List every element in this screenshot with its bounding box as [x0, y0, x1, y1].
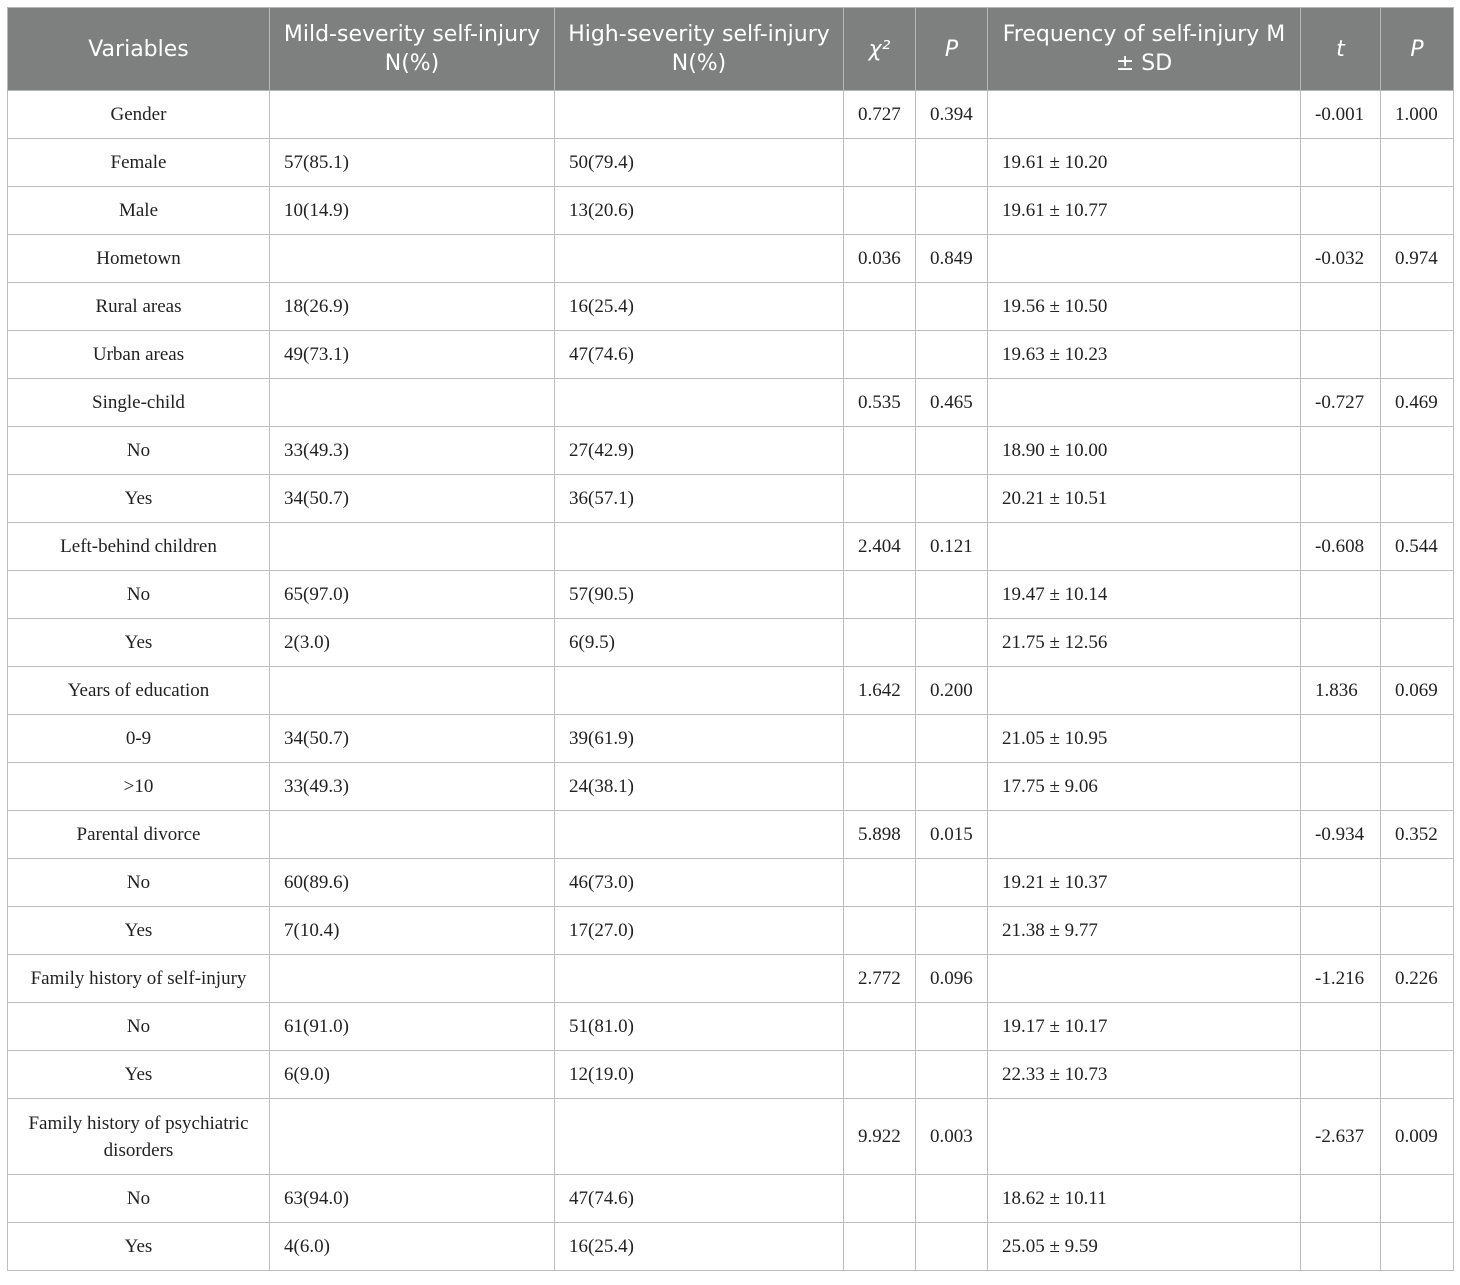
high-severity-cell: 27(42.9): [555, 427, 844, 475]
header-t: t: [1301, 8, 1381, 91]
table-row: [8, 91, 1454, 139]
t-value-cell: [1301, 1223, 1381, 1271]
chi-square-cell: [844, 427, 916, 475]
p-chi-cell: [916, 139, 988, 187]
table-container: [7, 7, 1453, 1271]
mild-severity-cell: [270, 811, 555, 859]
p-t-cell: [1381, 1223, 1454, 1271]
p-chi-cell: 0.849: [916, 235, 988, 283]
variable-cell: Yes: [8, 619, 270, 667]
p-t-cell: [1381, 475, 1454, 523]
header-p-chi: P: [916, 8, 988, 91]
p-t-cell: [1381, 331, 1454, 379]
p-chi-cell: 0.015: [916, 811, 988, 859]
data-table: [7, 7, 1454, 1271]
p-t-cell: [1381, 283, 1454, 331]
p-chi-cell: 0.200: [916, 667, 988, 715]
t-value-cell: [1301, 715, 1381, 763]
t-value-cell: -1.216: [1301, 955, 1381, 1003]
table-row: [8, 1223, 1454, 1271]
chi-square-cell: 9.922: [844, 1099, 916, 1175]
frequency-cell: 18.62 ± 10.11: [988, 1175, 1301, 1223]
variable-cell: Left-behind children: [8, 523, 270, 571]
frequency-cell: [988, 235, 1301, 283]
frequency-cell: [988, 91, 1301, 139]
p-chi-cell: [916, 331, 988, 379]
mild-severity-cell: 4(6.0): [270, 1223, 555, 1271]
high-severity-cell: 16(25.4): [555, 283, 844, 331]
high-severity-cell: 46(73.0): [555, 859, 844, 907]
p-chi-cell: 0.394: [916, 91, 988, 139]
chi-square-cell: [844, 187, 916, 235]
chi-square-cell: 1.642: [844, 667, 916, 715]
mild-severity-cell: 2(3.0): [270, 619, 555, 667]
chi-square-cell: [844, 1223, 916, 1271]
frequency-cell: 18.90 ± 10.00: [988, 427, 1301, 475]
t-value-cell: -0.934: [1301, 811, 1381, 859]
chi-square-cell: [844, 715, 916, 763]
frequency-cell: [988, 379, 1301, 427]
high-severity-cell: [555, 379, 844, 427]
table-row: [8, 715, 1454, 763]
variable-cell: Urban areas: [8, 331, 270, 379]
t-value-cell: -0.001: [1301, 91, 1381, 139]
frequency-cell: 25.05 ± 9.59: [988, 1223, 1301, 1271]
table-row: [8, 379, 1454, 427]
mild-severity-cell: 10(14.9): [270, 187, 555, 235]
p-t-cell: [1381, 1003, 1454, 1051]
t-value-cell: 1.836: [1301, 667, 1381, 715]
frequency-cell: 19.56 ± 10.50: [988, 283, 1301, 331]
high-severity-cell: [555, 1099, 844, 1175]
mild-severity-cell: 49(73.1): [270, 331, 555, 379]
p-chi-cell: [916, 763, 988, 811]
table-body: [8, 91, 1454, 1271]
header-variables: Variables: [8, 8, 270, 91]
p-t-cell: [1381, 763, 1454, 811]
variable-cell: Yes: [8, 475, 270, 523]
high-severity-cell: [555, 235, 844, 283]
p-t-cell: [1381, 859, 1454, 907]
t-value-cell: [1301, 1003, 1381, 1051]
p-chi-cell: [916, 619, 988, 667]
header-chi-square: χ²: [844, 8, 916, 91]
chi-square-cell: [844, 571, 916, 619]
p-t-cell: [1381, 619, 1454, 667]
table-row: [8, 139, 1454, 187]
mild-severity-cell: [270, 955, 555, 1003]
frequency-cell: 19.17 ± 10.17: [988, 1003, 1301, 1051]
p-chi-cell: [916, 427, 988, 475]
high-severity-cell: 17(27.0): [555, 907, 844, 955]
variable-cell: Yes: [8, 1051, 270, 1099]
chi-square-cell: [844, 1175, 916, 1223]
variable-cell: Years of education: [8, 667, 270, 715]
frequency-cell: 19.61 ± 10.77: [988, 187, 1301, 235]
t-value-cell: [1301, 907, 1381, 955]
p-t-cell: [1381, 571, 1454, 619]
mild-severity-cell: 63(94.0): [270, 1175, 555, 1223]
p-chi-cell: [916, 571, 988, 619]
t-value-cell: [1301, 619, 1381, 667]
t-value-cell: -2.637: [1301, 1099, 1381, 1175]
high-severity-cell: 39(61.9): [555, 715, 844, 763]
t-value-cell: [1301, 1175, 1381, 1223]
header-frequency: Frequency of self-injury M ± SD: [988, 8, 1301, 91]
t-value-cell: [1301, 763, 1381, 811]
t-value-cell: -0.032: [1301, 235, 1381, 283]
frequency-cell: 19.47 ± 10.14: [988, 571, 1301, 619]
p-t-cell: 1.000: [1381, 91, 1454, 139]
p-t-cell: [1381, 715, 1454, 763]
variable-cell: Female: [8, 139, 270, 187]
p-t-cell: [1381, 187, 1454, 235]
t-value-cell: [1301, 1051, 1381, 1099]
variable-cell: Yes: [8, 1223, 270, 1271]
table-row: [8, 907, 1454, 955]
header-row: [8, 8, 1454, 91]
t-value-cell: [1301, 571, 1381, 619]
p-chi-cell: [916, 907, 988, 955]
table-row: [8, 667, 1454, 715]
t-value-cell: [1301, 331, 1381, 379]
table-row: [8, 955, 1454, 1003]
table-row: [8, 811, 1454, 859]
mild-severity-cell: 33(49.3): [270, 763, 555, 811]
frequency-cell: [988, 955, 1301, 1003]
p-t-cell: 0.352: [1381, 811, 1454, 859]
mild-severity-cell: 61(91.0): [270, 1003, 555, 1051]
mild-severity-cell: [270, 523, 555, 571]
mild-severity-cell: [270, 235, 555, 283]
table-row: [8, 331, 1454, 379]
chi-square-cell: [844, 139, 916, 187]
table-row: [8, 1099, 1454, 1175]
frequency-cell: 22.33 ± 10.73: [988, 1051, 1301, 1099]
t-value-cell: [1301, 427, 1381, 475]
mild-severity-cell: 34(50.7): [270, 715, 555, 763]
t-value-cell: -0.727: [1301, 379, 1381, 427]
high-severity-cell: 12(19.0): [555, 1051, 844, 1099]
chi-square-cell: [844, 1003, 916, 1051]
p-t-cell: [1381, 139, 1454, 187]
p-chi-cell: 0.003: [916, 1099, 988, 1175]
table-row: [8, 1051, 1454, 1099]
table-row: [8, 475, 1454, 523]
header-p-t: P: [1381, 8, 1454, 91]
p-chi-cell: [916, 1003, 988, 1051]
high-severity-cell: [555, 523, 844, 571]
frequency-cell: 21.38 ± 9.77: [988, 907, 1301, 955]
chi-square-cell: 5.898: [844, 811, 916, 859]
mild-severity-cell: [270, 1099, 555, 1175]
p-chi-cell: [916, 1051, 988, 1099]
frequency-cell: 17.75 ± 9.06: [988, 763, 1301, 811]
chi-square-cell: [844, 1051, 916, 1099]
table-row: [8, 283, 1454, 331]
frequency-cell: 19.21 ± 10.37: [988, 859, 1301, 907]
frequency-cell: [988, 523, 1301, 571]
variable-cell: >10: [8, 763, 270, 811]
chi-square-cell: [844, 907, 916, 955]
chi-square-cell: 2.404: [844, 523, 916, 571]
p-t-cell: 0.544: [1381, 523, 1454, 571]
t-value-cell: [1301, 859, 1381, 907]
table-row: [8, 1175, 1454, 1223]
variable-cell: 0-9: [8, 715, 270, 763]
table-row: [8, 763, 1454, 811]
table-row: [8, 619, 1454, 667]
frequency-cell: 20.21 ± 10.51: [988, 475, 1301, 523]
chi-square-cell: [844, 763, 916, 811]
p-t-cell: 0.226: [1381, 955, 1454, 1003]
variable-cell: Single-child: [8, 379, 270, 427]
t-value-cell: [1301, 187, 1381, 235]
p-chi-cell: [916, 715, 988, 763]
high-severity-cell: [555, 811, 844, 859]
p-t-cell: [1381, 1175, 1454, 1223]
frequency-cell: [988, 667, 1301, 715]
chi-square-cell: [844, 283, 916, 331]
variable-cell: Yes: [8, 907, 270, 955]
variable-cell: Male: [8, 187, 270, 235]
high-severity-cell: 57(90.5): [555, 571, 844, 619]
mild-severity-cell: [270, 667, 555, 715]
p-chi-cell: [916, 1223, 988, 1271]
variable-cell: Rural areas: [8, 283, 270, 331]
t-value-cell: [1301, 283, 1381, 331]
variable-cell: No: [8, 1175, 270, 1223]
variable-cell: Hometown: [8, 235, 270, 283]
frequency-cell: [988, 811, 1301, 859]
variable-cell: Family history of psychiatric disorders: [8, 1099, 270, 1175]
high-severity-cell: [555, 667, 844, 715]
variable-cell: No: [8, 571, 270, 619]
table-row: [8, 235, 1454, 283]
p-chi-cell: 0.465: [916, 379, 988, 427]
t-value-cell: [1301, 139, 1381, 187]
p-chi-cell: [916, 475, 988, 523]
chi-square-cell: [844, 619, 916, 667]
variable-cell: No: [8, 1003, 270, 1051]
frequency-cell: 21.75 ± 12.56: [988, 619, 1301, 667]
t-value-cell: [1301, 475, 1381, 523]
chi-square-cell: [844, 859, 916, 907]
chi-square-cell: [844, 475, 916, 523]
p-t-cell: 0.469: [1381, 379, 1454, 427]
p-t-cell: 0.974: [1381, 235, 1454, 283]
mild-severity-cell: [270, 379, 555, 427]
mild-severity-cell: 34(50.7): [270, 475, 555, 523]
p-t-cell: 0.069: [1381, 667, 1454, 715]
mild-severity-cell: 33(49.3): [270, 427, 555, 475]
header-high-severity: High-severity self-injury N(%): [555, 8, 844, 91]
high-severity-cell: [555, 91, 844, 139]
chi-square-cell: 0.036: [844, 235, 916, 283]
frequency-cell: 19.63 ± 10.23: [988, 331, 1301, 379]
chi-square-cell: 2.772: [844, 955, 916, 1003]
p-chi-cell: [916, 1175, 988, 1223]
table-row: [8, 571, 1454, 619]
mild-severity-cell: 57(85.1): [270, 139, 555, 187]
p-t-cell: 0.009: [1381, 1099, 1454, 1175]
high-severity-cell: 50(79.4): [555, 139, 844, 187]
table-row: [8, 1003, 1454, 1051]
frequency-cell: [988, 1099, 1301, 1175]
p-t-cell: [1381, 427, 1454, 475]
high-severity-cell: 13(20.6): [555, 187, 844, 235]
variable-cell: No: [8, 859, 270, 907]
chi-square-cell: 0.727: [844, 91, 916, 139]
p-chi-cell: [916, 859, 988, 907]
p-t-cell: [1381, 907, 1454, 955]
high-severity-cell: [555, 955, 844, 1003]
variable-cell: Family history of self-injury: [8, 955, 270, 1003]
mild-severity-cell: 65(97.0): [270, 571, 555, 619]
p-chi-cell: [916, 283, 988, 331]
mild-severity-cell: [270, 91, 555, 139]
variable-cell: Gender: [8, 91, 270, 139]
table-row: [8, 427, 1454, 475]
table-row: [8, 523, 1454, 571]
t-value-cell: -0.608: [1301, 523, 1381, 571]
p-t-cell: [1381, 1051, 1454, 1099]
high-severity-cell: 51(81.0): [555, 1003, 844, 1051]
p-chi-cell: [916, 187, 988, 235]
table-row: [8, 859, 1454, 907]
high-severity-cell: 6(9.5): [555, 619, 844, 667]
frequency-cell: 21.05 ± 10.95: [988, 715, 1301, 763]
variable-cell: Parental divorce: [8, 811, 270, 859]
header-mild-severity: Mild-severity self-injury N(%): [270, 8, 555, 91]
high-severity-cell: 36(57.1): [555, 475, 844, 523]
high-severity-cell: 47(74.6): [555, 1175, 844, 1223]
high-severity-cell: 16(25.4): [555, 1223, 844, 1271]
variable-cell: No: [8, 427, 270, 475]
chi-square-cell: 0.535: [844, 379, 916, 427]
high-severity-cell: 47(74.6): [555, 331, 844, 379]
p-chi-cell: 0.096: [916, 955, 988, 1003]
chi-square-cell: [844, 331, 916, 379]
mild-severity-cell: 18(26.9): [270, 283, 555, 331]
frequency-cell: 19.61 ± 10.20: [988, 139, 1301, 187]
mild-severity-cell: 60(89.6): [270, 859, 555, 907]
mild-severity-cell: 6(9.0): [270, 1051, 555, 1099]
mild-severity-cell: 7(10.4): [270, 907, 555, 955]
high-severity-cell: 24(38.1): [555, 763, 844, 811]
p-chi-cell: 0.121: [916, 523, 988, 571]
table-row: [8, 187, 1454, 235]
